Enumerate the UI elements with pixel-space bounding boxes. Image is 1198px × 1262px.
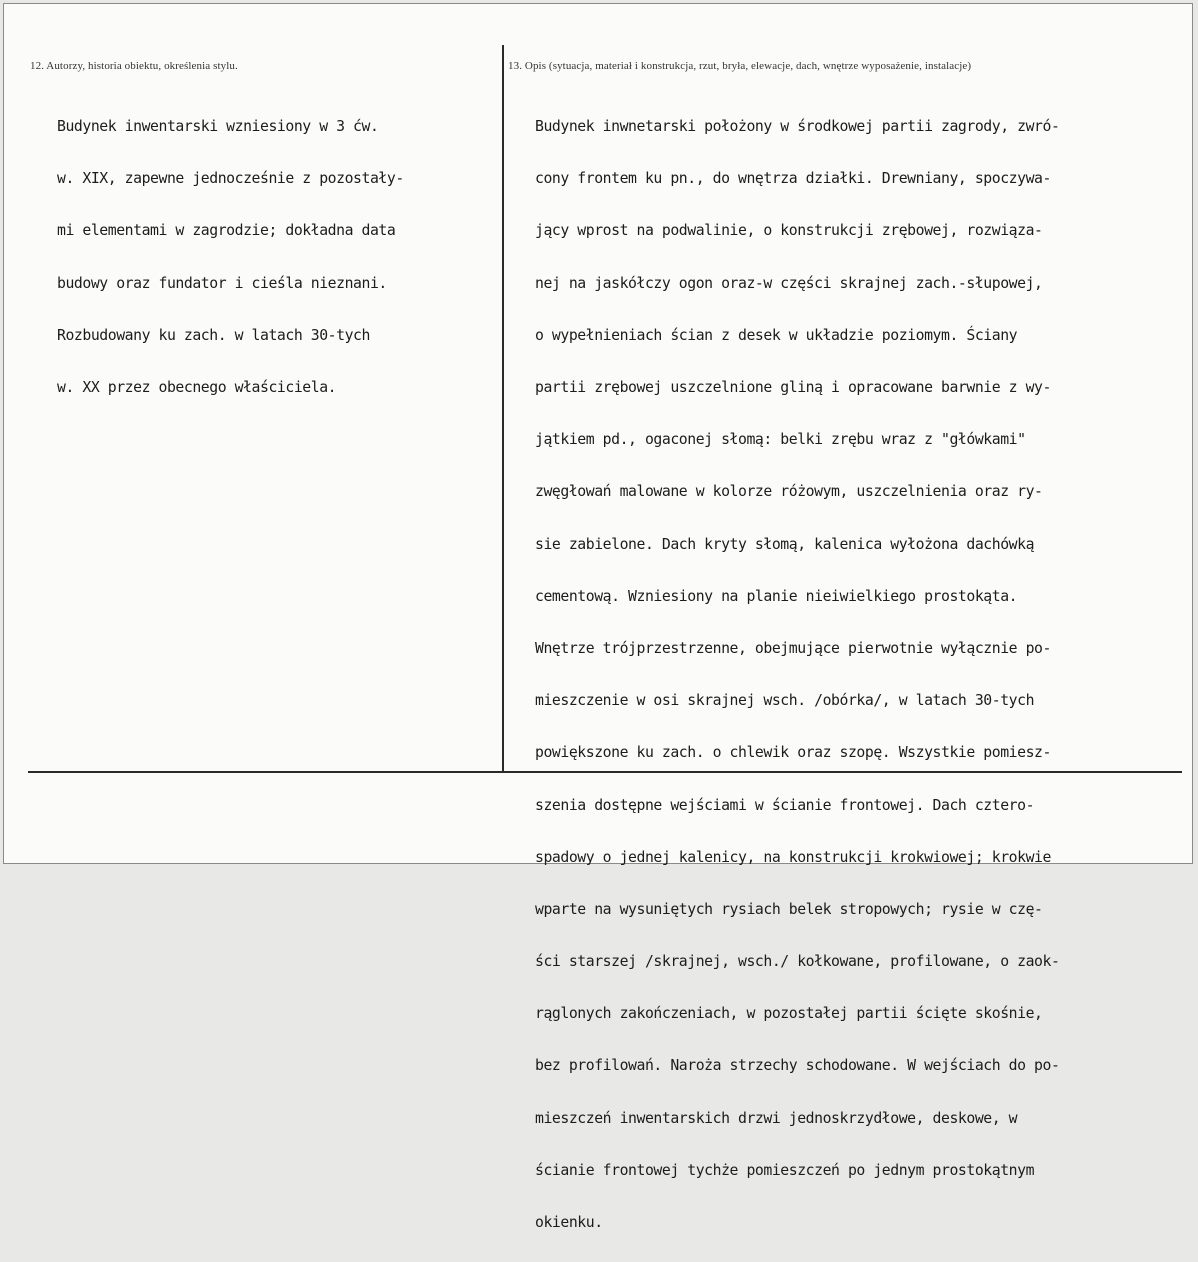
section-12-line: Budynek inwentarski wzniesiony w 3 ćw. bbox=[57, 118, 379, 136]
column-divider bbox=[502, 45, 504, 772]
section-12-heading: 12. Autorzy, historia obiektu, określenia stylu. bbox=[30, 60, 238, 72]
section-13-line: ści starszej /skrajnej, wsch./ kołkowane, profilowane, o zaok- bbox=[535, 953, 1060, 971]
section-13-line: mieszczeń inwentarskich drzwi jednoskrzydłowe, deskowe, w bbox=[535, 1109, 1018, 1127]
section-13-line: cony frontem ku pn., do wnętrza działki. Drewniany, spoczywa- bbox=[535, 170, 1051, 188]
section-13-line: szenia dostępne wejściami w ścianie frontowej. Dach cztero- bbox=[535, 796, 1035, 814]
section-13-line: wparte na wysuniętych rysiach belek stropowych; rysie w czę- bbox=[535, 900, 1043, 918]
section-13-line: nej na jaskółczy ogon oraz-w części skrajnej zach.-słupowej, bbox=[535, 274, 1043, 292]
section-13-line: ścianie frontowej tychże pomieszczeń po jednym prostokątnym bbox=[535, 1161, 1035, 1179]
section-13-line: spadowy o jednej kalenicy, na konstrukcji krokwiowej; krokwie bbox=[535, 848, 1051, 866]
section-13-line: partii zrębowej uszczelnione gliną i opracowane barwnie z wy- bbox=[535, 379, 1051, 397]
section-13-line: jątkiem pd., ogaconej słomą: belki zrębu wraz z "główkami" bbox=[535, 431, 1026, 449]
section-13-line: okienku. bbox=[535, 1214, 603, 1232]
section-13-line: cementową. Wzniesiony na planie nieiwielkiego prostokąta. bbox=[535, 587, 1018, 605]
section-13-heading: 13. Opis (sytuacja, materiał i konstrukcja, rzut, bryła, elewacje, dach, wnętrze wyposażenie, instalacje) bbox=[508, 60, 972, 72]
section-12-line: mi elementami w zagrodzie; dokładna data bbox=[57, 222, 396, 240]
section-13-line: o wypełnieniach ścian z desek w układzie poziomym. Ściany bbox=[535, 326, 1018, 344]
section-13-line: bez profilowań. Naroża strzechy schodowane. W wejściach do po- bbox=[535, 1057, 1060, 1075]
section-13-line: mieszczenie w osi skrajnej wsch. /obórka/, w latach 30-tych bbox=[535, 692, 1035, 710]
section-13-line: zwęgłowań malowane w kolorze różowym, uszczelnienia oraz ry- bbox=[535, 483, 1043, 501]
section-13-line: rąglonych zakończeniach, w pozostałej partii ścięte skośnie, bbox=[535, 1005, 1043, 1023]
section-13-text bbox=[535, 88, 1059, 1262]
section-13-line: powiększone ku zach. o chlewik oraz szopę. Wszystkie pomiesz- bbox=[535, 744, 1051, 762]
section-12-line: w. XX przez obecnego właściciela. bbox=[57, 379, 337, 397]
section-12-line: Rozbudowany ku zach. w latach 30-tych bbox=[57, 326, 370, 344]
section-13-line: sie zabielone. Dach kryty słomą, kalenica wyłożona dachówką bbox=[535, 535, 1035, 553]
section-12-text bbox=[57, 88, 404, 427]
section-13-line: jący wprost na podwalinie, o konstrukcji zrębowej, rozwiąza- bbox=[535, 222, 1043, 240]
section-13-line: Budynek inwnetarski położony w środkowej partii zagrody, zwró- bbox=[535, 118, 1060, 136]
section-12-line: w. XIX, zapewne jednocześnie z pozostały- bbox=[57, 170, 404, 188]
section-12-line: budowy oraz fundator i cieśla nieznani. bbox=[57, 274, 387, 292]
section-13-line: Wnętrze trójprzestrzenne, obejmujące pierwotnie wyłącznie po- bbox=[535, 639, 1051, 657]
